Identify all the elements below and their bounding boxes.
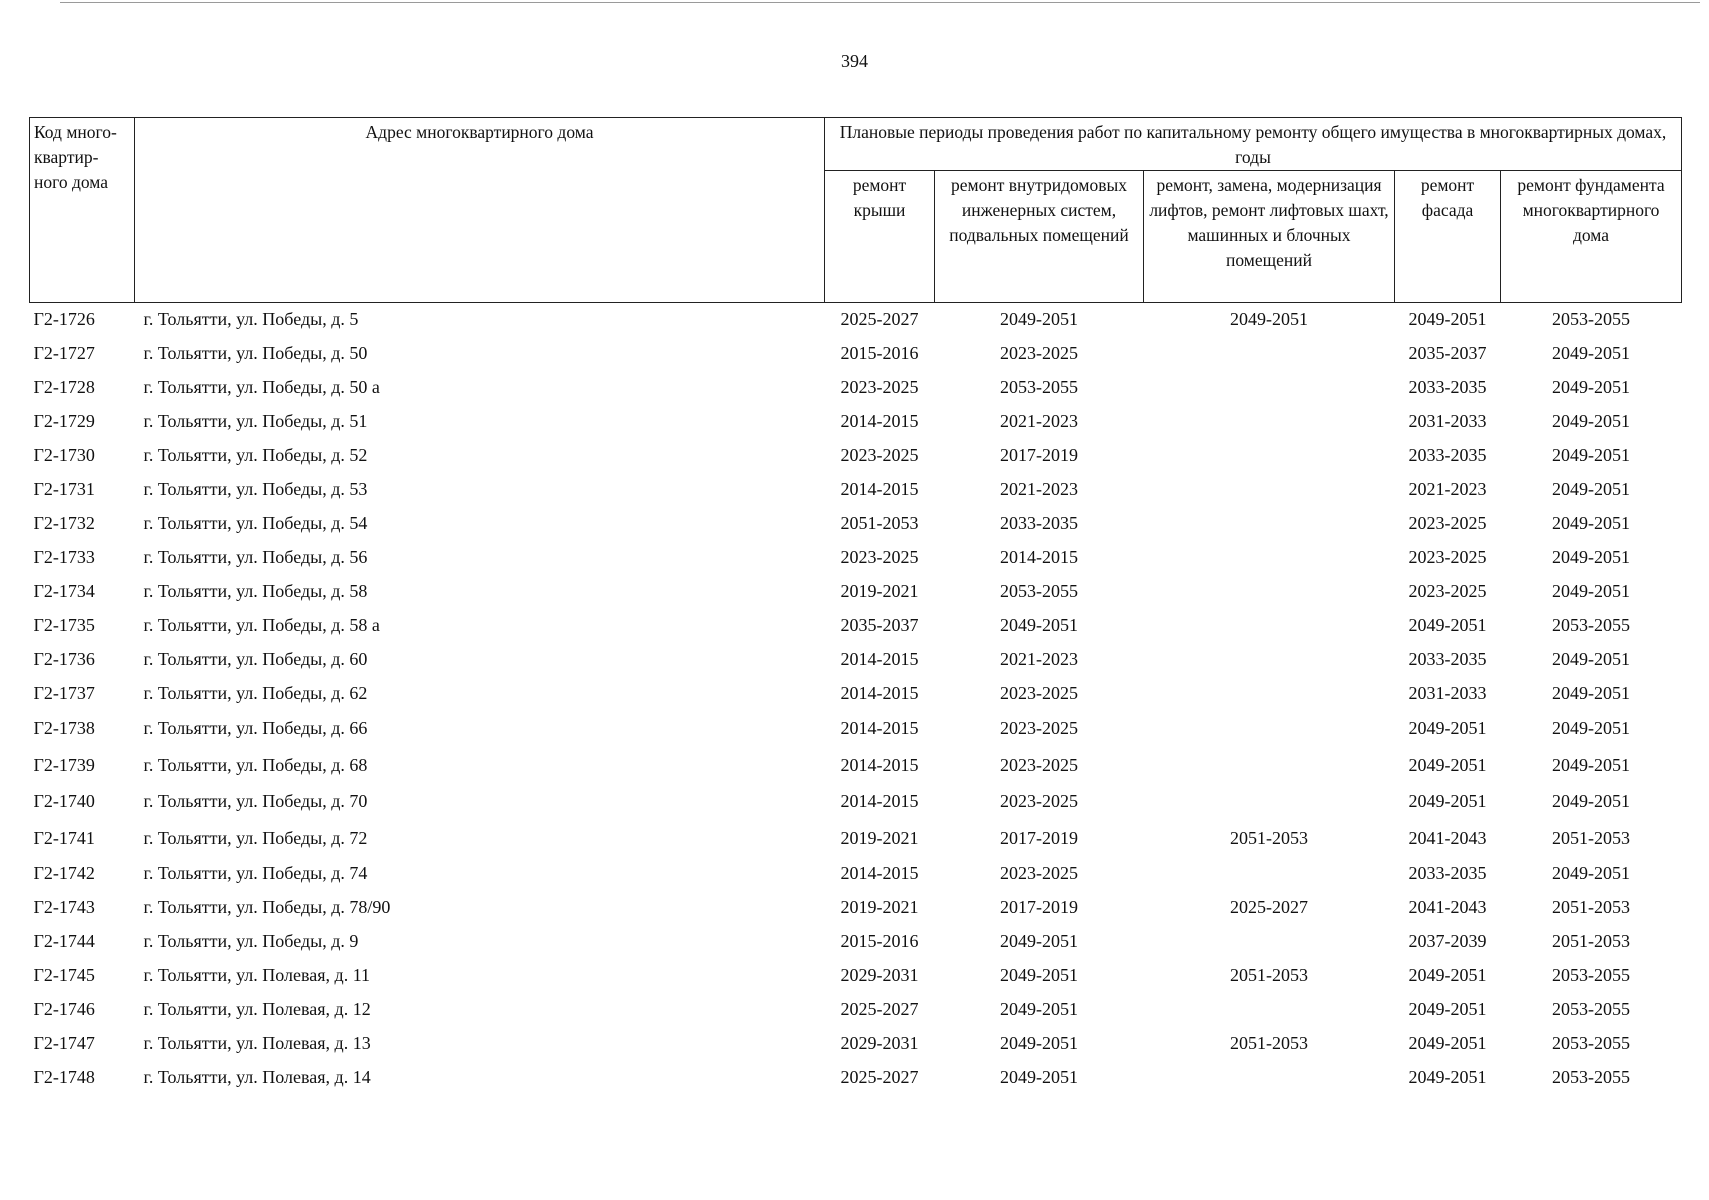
cell-roof: 2014-2015 [840, 649, 919, 669]
header-lifts: ремонт, замена, модернизация лифтов, ремонт лифтовых шахт, машинных и блочных помещений [1144, 171, 1395, 303]
cell-code: Г2-1729 [33, 411, 95, 431]
cell-roof: 2014-2015 [840, 683, 919, 703]
table-row [30, 473, 1682, 507]
cell-address: г. Тольятти, ул. Победы, д. 50 [143, 343, 368, 363]
table-row [30, 959, 1682, 993]
cell-engineering: 2023-2025 [1000, 863, 1078, 883]
cell-lifts: 2025-2027 [1230, 897, 1308, 917]
cell-address: г. Тольятти, ул. Победы, д. 72 [143, 827, 368, 848]
cell-code: Г2-1739 [33, 754, 95, 775]
cell-address: г. Тольятти, ул. Полевая, д. 11 [143, 965, 371, 985]
cell-roof: 2014-2015 [840, 411, 919, 431]
table-row [30, 925, 1682, 959]
cell-lifts [1144, 541, 1395, 575]
table-row [30, 575, 1682, 609]
cell-address: г. Тольятти, ул. Победы, д. 9 [143, 931, 359, 951]
cell-address: г. Тольятти, ул. Победы, д. 58 [143, 581, 368, 601]
header-foundation: ремонт фундамента многоквартирного дома [1501, 171, 1682, 303]
cell-engineering: 2017-2019 [1000, 827, 1078, 848]
cell-code: Г2-1733 [33, 547, 95, 567]
cell-lifts [1144, 609, 1395, 643]
cell-lifts [1144, 439, 1395, 473]
cell-foundation: 2053-2055 [1552, 615, 1630, 635]
cell-facade: 2049-2051 [1408, 999, 1487, 1019]
cell-foundation: 2051-2053 [1552, 827, 1630, 848]
cell-foundation: 2049-2051 [1552, 581, 1630, 601]
cell-lifts [1144, 747, 1395, 784]
cell-foundation: 2051-2053 [1552, 897, 1630, 917]
cell-code: Г2-1732 [33, 513, 95, 533]
cell-address: г. Тольятти, ул. Победы, д. 54 [143, 513, 368, 533]
cell-code: Г2-1737 [33, 683, 95, 703]
table-row [30, 643, 1682, 677]
table-row [30, 609, 1682, 643]
cell-engineering: 2053-2055 [1000, 581, 1078, 601]
cell-facade: 2037-2039 [1408, 931, 1487, 951]
cell-address: г. Тольятти, ул. Победы, д. 53 [143, 479, 368, 499]
table-row [30, 405, 1682, 439]
cell-roof: 2014-2015 [840, 863, 919, 883]
top-rule [60, 2, 1700, 3]
cell-engineering: 2049-2051 [1000, 1067, 1078, 1087]
cell-lifts [1144, 993, 1395, 1027]
cell-lifts [1144, 507, 1395, 541]
cell-address: г. Тольятти, ул. Победы, д. 66 [143, 718, 368, 739]
cell-facade: 2033-2035 [1408, 445, 1487, 465]
cell-roof: 2025-2027 [840, 999, 919, 1019]
cell-code: Г2-1736 [33, 649, 95, 669]
cell-facade: 2049-2051 [1408, 1067, 1487, 1087]
cell-engineering: 2049-2051 [1000, 1033, 1078, 1053]
table-row [30, 857, 1682, 891]
cell-lifts [1144, 337, 1395, 371]
cell-lifts: 2051-2053 [1230, 1033, 1308, 1053]
cell-code: Г2-1746 [33, 999, 95, 1019]
header-code: Код много-квартир-ного дома [30, 118, 135, 303]
header-address: Адрес многоквартирного дома [135, 118, 825, 303]
header-roof: ремонт крыши [825, 171, 935, 303]
cell-facade: 2023-2025 [1408, 513, 1487, 533]
cell-code: Г2-1745 [33, 965, 95, 985]
cell-lifts [1144, 784, 1395, 821]
cell-engineering: 2023-2025 [1000, 791, 1078, 812]
cell-roof: 2051-2053 [840, 513, 919, 533]
cell-foundation: 2049-2051 [1552, 863, 1630, 883]
cell-foundation: 2049-2051 [1552, 754, 1630, 775]
cell-foundation: 2049-2051 [1552, 683, 1630, 703]
cell-facade: 2035-2037 [1408, 343, 1487, 363]
cell-engineering: 2049-2051 [1000, 309, 1078, 330]
cell-code: Г2-1740 [33, 791, 95, 812]
table-row [30, 747, 1682, 784]
table-row [30, 891, 1682, 925]
cell-roof: 2025-2027 [840, 309, 919, 330]
cell-facade: 2041-2043 [1408, 897, 1487, 917]
cell-lifts: 2051-2053 [1230, 827, 1308, 848]
cell-address: г. Тольятти, ул. Победы, д. 68 [143, 754, 368, 775]
cell-roof: 2019-2021 [840, 581, 919, 601]
cell-address: г. Тольятти, ул. Победы, д. 58 а [143, 615, 380, 635]
cell-foundation: 2051-2053 [1552, 931, 1630, 951]
cell-facade: 2049-2051 [1408, 615, 1487, 635]
table-row [30, 371, 1682, 405]
cell-foundation: 2049-2051 [1552, 718, 1630, 739]
cell-address: г. Тольятти, ул. Полевая, д. 14 [143, 1067, 371, 1087]
cell-facade: 2049-2051 [1408, 718, 1487, 739]
cell-engineering: 2049-2051 [1000, 931, 1078, 951]
cell-foundation: 2049-2051 [1552, 411, 1630, 431]
cell-foundation: 2053-2055 [1552, 309, 1630, 330]
repair-plan-table [29, 117, 1682, 1095]
cell-roof: 2029-2031 [840, 1033, 919, 1053]
table-row [30, 1027, 1682, 1061]
cell-address: г. Тольятти, ул. Победы, д. 50 а [143, 377, 380, 397]
cell-code: Г2-1738 [33, 718, 95, 739]
cell-foundation: 2049-2051 [1552, 791, 1630, 812]
cell-roof: 2014-2015 [840, 718, 919, 739]
cell-lifts [1144, 575, 1395, 609]
cell-facade: 2021-2023 [1408, 479, 1487, 499]
cell-lifts [1144, 371, 1395, 405]
header-row [30, 118, 1682, 171]
cell-lifts [1144, 473, 1395, 507]
cell-facade: 2049-2051 [1408, 1033, 1487, 1053]
cell-address: г. Тольятти, ул. Победы, д. 51 [143, 411, 368, 431]
cell-code: Г2-1728 [33, 377, 95, 397]
cell-code: Г2-1735 [33, 615, 95, 635]
cell-code: Г2-1747 [33, 1033, 95, 1053]
cell-roof: 2014-2015 [840, 791, 919, 812]
cell-code: Г2-1730 [33, 445, 95, 465]
page-number: 394 [841, 51, 868, 71]
cell-roof: 2019-2021 [840, 827, 919, 848]
cell-facade: 2023-2025 [1408, 581, 1487, 601]
header-planned-periods: Плановые периоды проведения работ по капитальному ремонту общего имущества в многоквартирных домах, годы [825, 118, 1682, 171]
cell-code: Г2-1744 [33, 931, 95, 951]
cell-address: г. Тольятти, ул. Полевая, д. 13 [143, 1033, 371, 1053]
cell-lifts [1144, 857, 1395, 891]
cell-roof: 2023-2025 [840, 445, 919, 465]
cell-code: Г2-1748 [33, 1067, 95, 1087]
table-row [30, 993, 1682, 1027]
cell-address: г. Тольятти, ул. Победы, д. 62 [143, 683, 368, 703]
cell-facade: 2049-2051 [1408, 791, 1487, 812]
cell-foundation: 2049-2051 [1552, 513, 1630, 533]
cell-code: Г2-1726 [33, 309, 95, 330]
cell-roof: 2025-2027 [840, 1067, 919, 1087]
cell-engineering: 2017-2019 [1000, 897, 1078, 917]
cell-foundation: 2053-2055 [1552, 1067, 1630, 1087]
cell-engineering: 2021-2023 [1000, 649, 1078, 669]
cell-facade: 2049-2051 [1408, 754, 1487, 775]
cell-engineering: 2023-2025 [1000, 343, 1078, 363]
table-header [30, 118, 1682, 303]
table-row [30, 303, 1682, 337]
cell-address: г. Тольятти, ул. Полевая, д. 12 [143, 999, 371, 1019]
cell-code: Г2-1743 [33, 897, 95, 917]
cell-engineering: 2017-2019 [1000, 445, 1078, 465]
cell-code: Г2-1727 [33, 343, 95, 363]
table-row [30, 541, 1682, 575]
cell-facade: 2033-2035 [1408, 649, 1487, 669]
cell-lifts [1144, 925, 1395, 959]
cell-lifts [1144, 643, 1395, 677]
table-body [30, 303, 1682, 1095]
cell-address: г. Тольятти, ул. Победы, д. 56 [143, 547, 368, 567]
cell-engineering: 2021-2023 [1000, 479, 1078, 499]
cell-facade: 2049-2051 [1408, 965, 1487, 985]
table-row [30, 711, 1682, 748]
table-row [30, 677, 1682, 711]
cell-facade: 2033-2035 [1408, 863, 1487, 883]
cell-engineering: 2023-2025 [1000, 718, 1078, 739]
cell-address: г. Тольятти, ул. Победы, д. 5 [143, 309, 359, 330]
cell-lifts [1144, 1061, 1395, 1095]
cell-lifts: 2051-2053 [1230, 965, 1308, 985]
cell-facade: 2033-2035 [1408, 377, 1487, 397]
cell-engineering: 2023-2025 [1000, 754, 1078, 775]
cell-roof: 2015-2016 [840, 343, 919, 363]
cell-roof: 2029-2031 [840, 965, 919, 985]
cell-code: Г2-1734 [33, 581, 95, 601]
cell-address: г. Тольятти, ул. Победы, д. 52 [143, 445, 368, 465]
cell-facade: 2023-2025 [1408, 547, 1487, 567]
cell-address: г. Тольятти, ул. Победы, д. 74 [143, 863, 368, 883]
cell-facade: 2041-2043 [1408, 827, 1487, 848]
cell-engineering: 2033-2035 [1000, 513, 1078, 533]
cell-engineering: 2021-2023 [1000, 411, 1078, 431]
cell-facade: 2049-2051 [1408, 309, 1487, 330]
cell-code: Г2-1742 [33, 863, 95, 883]
header-engineering: ремонт внутридомовых инженерных систем, подвальных помещений [935, 171, 1144, 303]
cell-foundation: 2049-2051 [1552, 445, 1630, 465]
cell-roof: 2019-2021 [840, 897, 919, 917]
cell-lifts [1144, 711, 1395, 748]
cell-address: г. Тольятти, ул. Победы, д. 60 [143, 649, 368, 669]
cell-foundation: 2049-2051 [1552, 479, 1630, 499]
table-row [30, 1061, 1682, 1095]
table-row [30, 337, 1682, 371]
cell-engineering: 2014-2015 [1000, 547, 1078, 567]
cell-facade: 2031-2033 [1408, 411, 1487, 431]
cell-engineering: 2049-2051 [1000, 615, 1078, 635]
cell-code: Г2-1741 [33, 827, 95, 848]
cell-foundation: 2053-2055 [1552, 1033, 1630, 1053]
cell-roof: 2035-2037 [840, 615, 919, 635]
cell-engineering: 2049-2051 [1000, 965, 1078, 985]
cell-foundation: 2053-2055 [1552, 999, 1630, 1019]
cell-lifts [1144, 405, 1395, 439]
cell-roof: 2023-2025 [840, 377, 919, 397]
cell-engineering: 2023-2025 [1000, 683, 1078, 703]
cell-foundation: 2049-2051 [1552, 377, 1630, 397]
header-facade: ремонт фасада [1395, 171, 1501, 303]
cell-facade: 2031-2033 [1408, 683, 1487, 703]
table-row [30, 784, 1682, 821]
cell-foundation: 2049-2051 [1552, 547, 1630, 567]
cell-engineering: 2049-2051 [1000, 999, 1078, 1019]
cell-foundation: 2053-2055 [1552, 965, 1630, 985]
cell-lifts [1144, 677, 1395, 711]
cell-foundation: 2049-2051 [1552, 649, 1630, 669]
cell-address: г. Тольятти, ул. Победы, д. 70 [143, 791, 368, 812]
cell-lifts: 2049-2051 [1230, 309, 1308, 330]
cell-roof: 2023-2025 [840, 547, 919, 567]
table-row [30, 439, 1682, 473]
cell-engineering: 2053-2055 [1000, 377, 1078, 397]
table-row [30, 820, 1682, 857]
cell-roof: 2014-2015 [840, 479, 919, 499]
cell-code: Г2-1731 [33, 479, 95, 499]
cell-roof: 2014-2015 [840, 754, 919, 775]
cell-address: г. Тольятти, ул. Победы, д. 78/90 [143, 897, 391, 917]
table-row [30, 507, 1682, 541]
cell-roof: 2015-2016 [840, 931, 919, 951]
cell-foundation: 2049-2051 [1552, 343, 1630, 363]
